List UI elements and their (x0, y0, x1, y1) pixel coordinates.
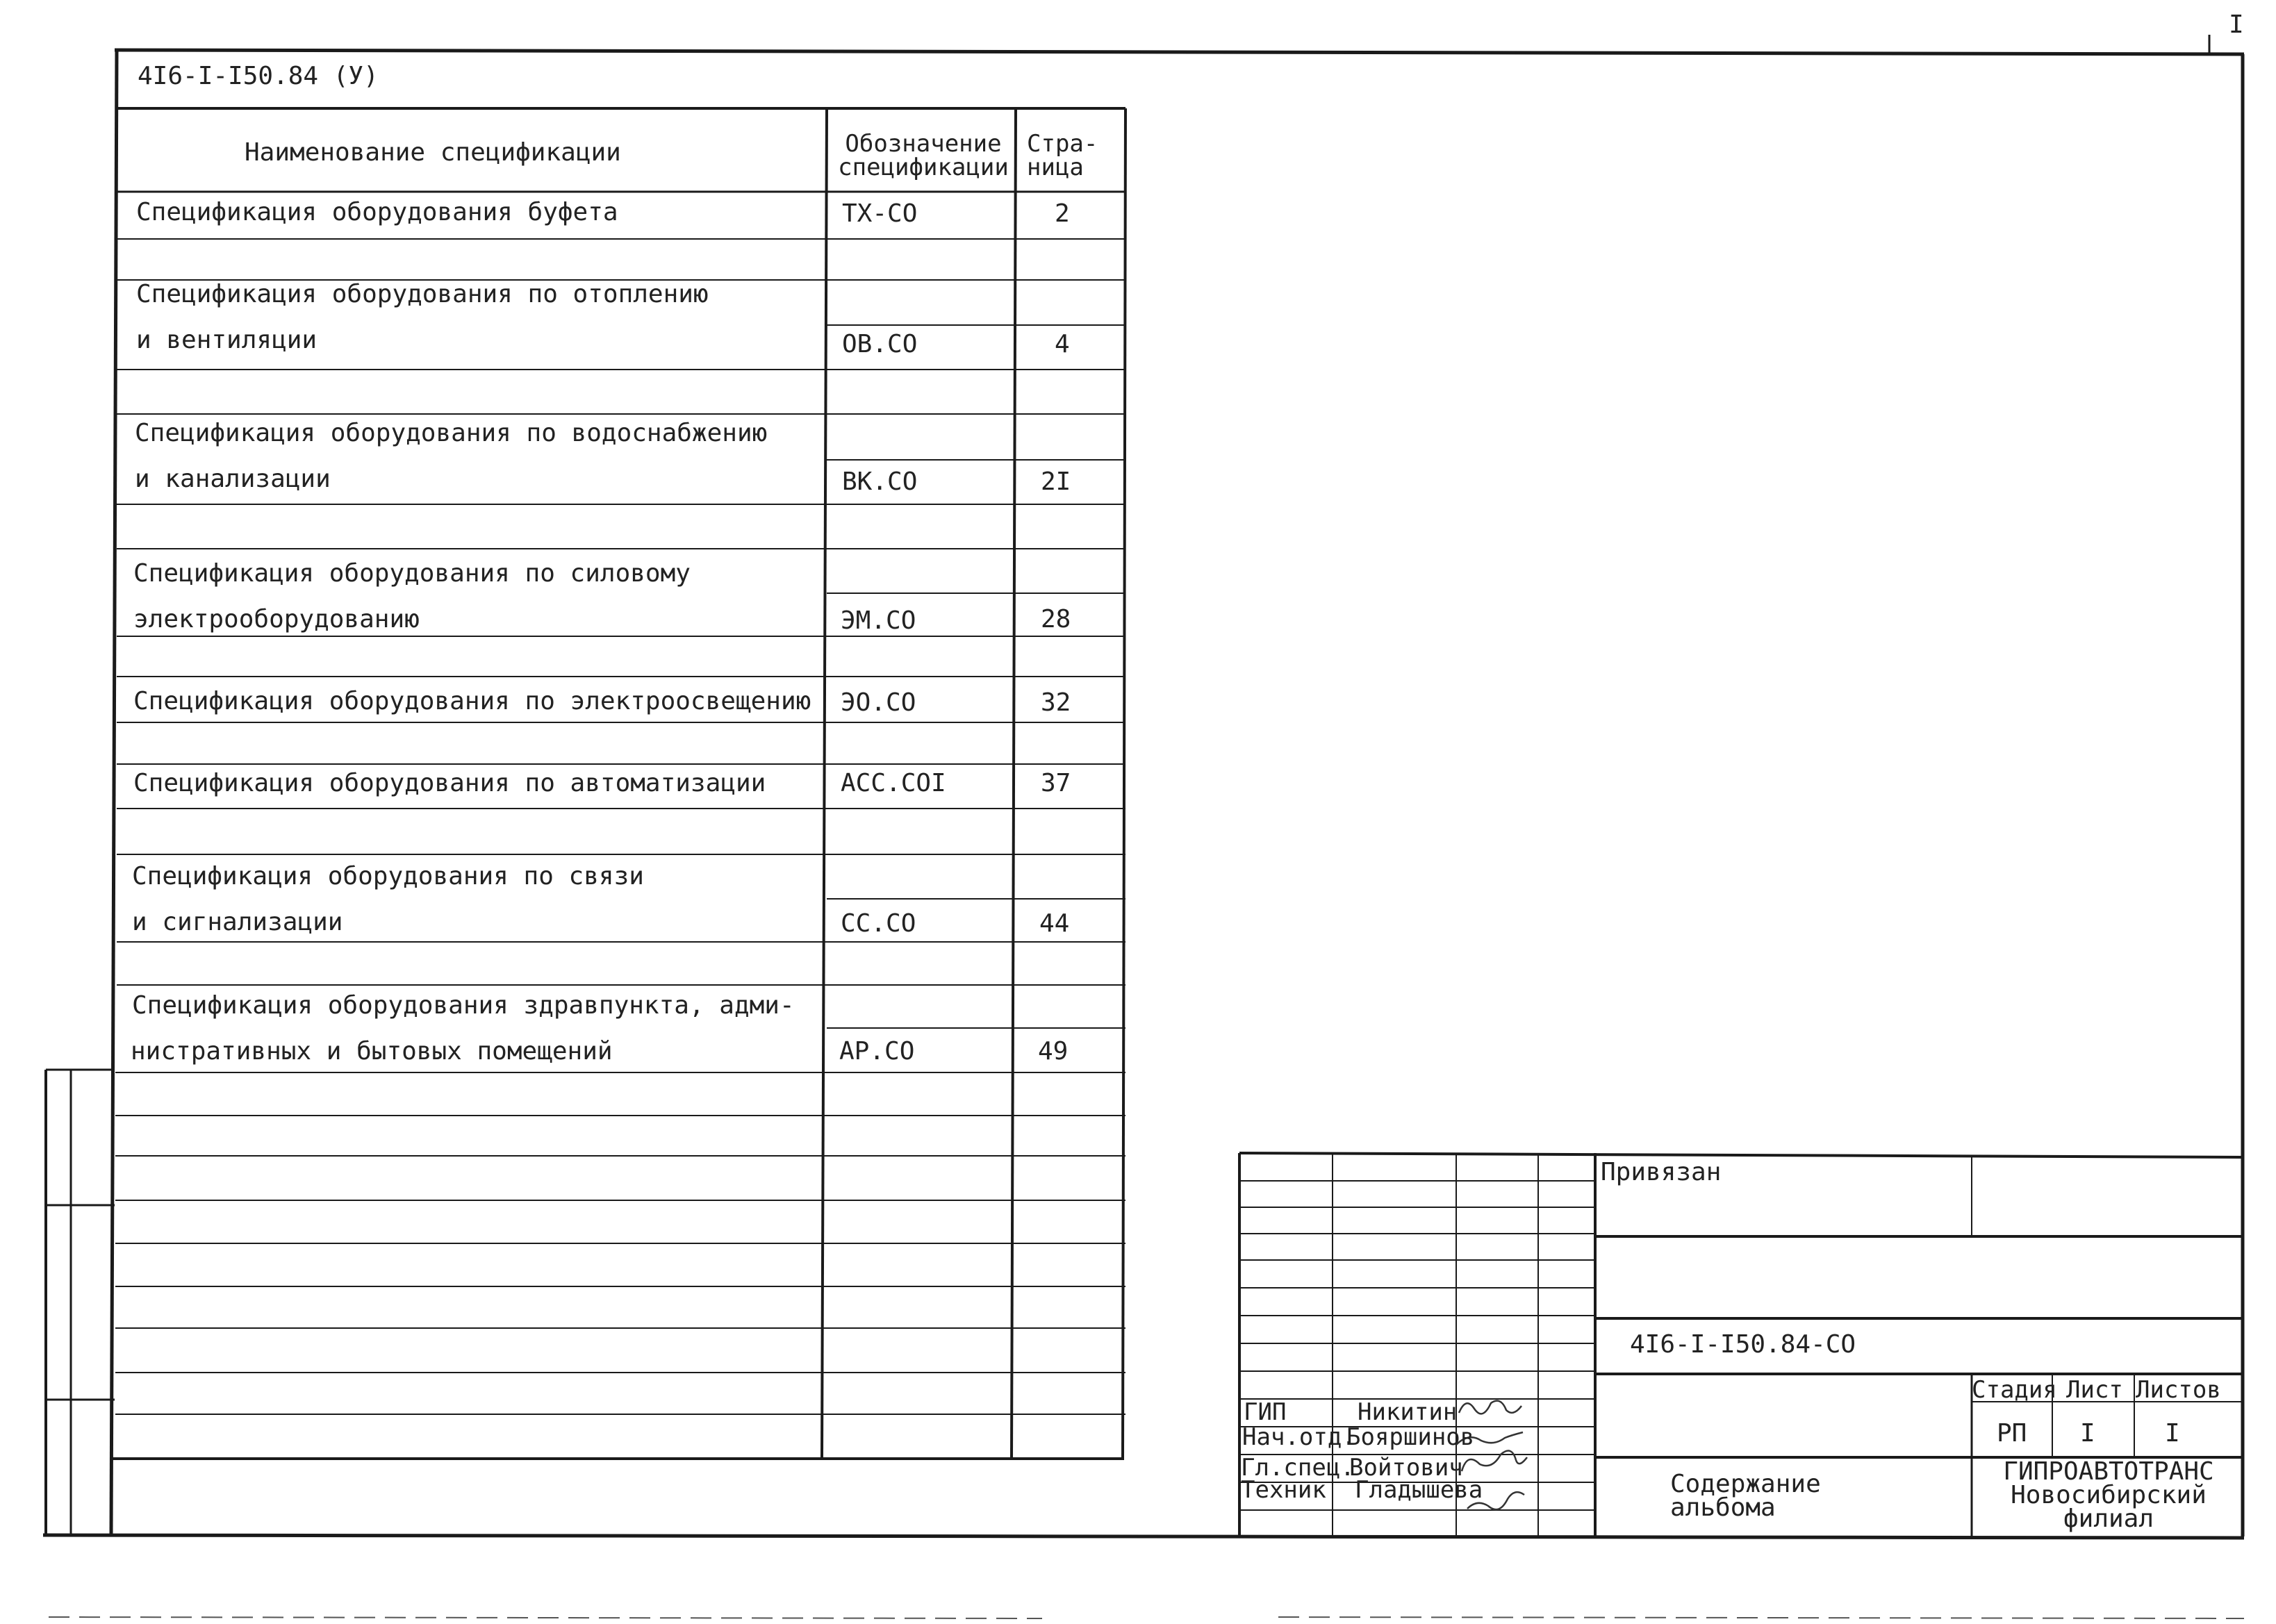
header-page-line1: Стра- (1027, 130, 1098, 158)
drawing-code: 4I6-I-I50.84-СО (1630, 1330, 1856, 1359)
row-name: и вентиляции (136, 326, 318, 354)
row-name: Спецификация оборудования по связи (132, 862, 644, 890)
row-name: и канализации (135, 465, 331, 493)
row-code: ТХ-СО (842, 199, 918, 228)
row-code: ВК.СО (842, 467, 918, 496)
staff-role: Нач.отд. (1242, 1423, 1356, 1451)
staff-role: Техник (1241, 1476, 1326, 1504)
staff-role: ГИП (1244, 1398, 1287, 1426)
org-line2: Новосибирский (2011, 1481, 2207, 1509)
row-name: Спецификация оборудования по силовому (133, 559, 691, 588)
row-name: Спецификация оборудования по автоматизации (133, 769, 766, 797)
row-name: и сигнализации (132, 908, 343, 936)
org-line3: филиал (2063, 1505, 2154, 1533)
row-name: Спецификация оборудования буфета (136, 198, 618, 226)
doc-title (1670, 1470, 1821, 1522)
doc-title-line2: альбома (1670, 1493, 1776, 1522)
row-page: 37 (1041, 769, 1071, 797)
sheets-label: Листов (2136, 1376, 2221, 1404)
stage-value: РП (1997, 1419, 2027, 1448)
row-name: Спецификация оборудования по водоснабжению (135, 419, 768, 447)
linked-label: Привязан (1601, 1158, 1722, 1186)
row-code: ЭО.СО (841, 688, 916, 717)
row-code: ЭМ.СО (841, 606, 916, 635)
row-page: 2I (1041, 467, 1071, 496)
sheet-value: I (2080, 1419, 2095, 1448)
row-code: АР.СО (839, 1037, 915, 1066)
header-page-line2: ница (1027, 154, 1084, 181)
row-page: 2 (1055, 199, 1070, 228)
row-page: 32 (1041, 688, 1071, 717)
doc-title-line1: Содержание (1670, 1470, 1821, 1498)
staff-name: Войтович (1349, 1454, 1463, 1482)
staff-name: Гладышева (1355, 1476, 1483, 1504)
row-code: АСС.СОI (841, 769, 946, 797)
header-page (1027, 132, 1098, 179)
sheet-label: Лист (2066, 1376, 2123, 1404)
header-designation-line2: спецификации (838, 154, 1009, 181)
row-page: 28 (1041, 605, 1071, 633)
staff-name: Бояршинов (1346, 1423, 1475, 1451)
row-page: 49 (1038, 1037, 1069, 1066)
row-page: 44 (1039, 909, 1070, 938)
organization (1974, 1457, 2243, 1533)
staff-role: Гл.спец. (1241, 1454, 1355, 1482)
row-code: СС.СО (841, 909, 916, 938)
org-line1: ГИПРОАВТОТРАНС (2003, 1457, 2214, 1486)
sheet-corner-number: I (2229, 10, 2244, 39)
doc-code: 4I6-I-I50.84 (У) (138, 62, 379, 90)
staff-name: Никитин (1358, 1398, 1458, 1426)
header-designation-line1: Обозначение (845, 130, 1002, 158)
row-name: нистративных и бытовых помещений (131, 1037, 613, 1066)
row-name: Спецификация оборудования по отоплению (136, 280, 709, 308)
row-name: электрооборудованию (133, 605, 420, 633)
row-page: 4 (1055, 330, 1070, 358)
header-designation (831, 132, 1016, 179)
header-name: Наименование спецификации (245, 138, 621, 167)
stage-label: Стадия (1972, 1376, 2057, 1404)
sheets-value: I (2165, 1419, 2180, 1448)
row-code: ОВ.СО (842, 330, 918, 358)
row-name: Спецификация оборудования по электроосвещению (133, 687, 811, 715)
row-name: Спецификация оборудования здравпункта, адми- (132, 991, 795, 1020)
